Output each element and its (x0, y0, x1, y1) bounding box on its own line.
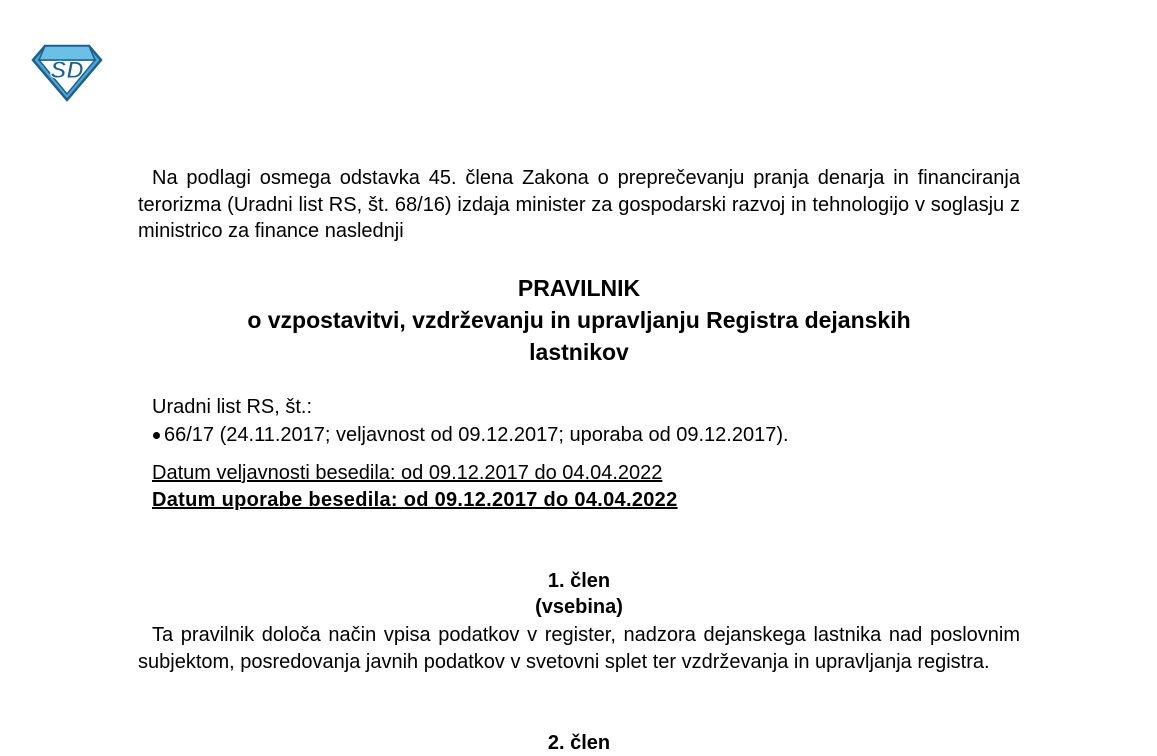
article-1-heading (138, 568, 1020, 620)
article-1-subject: (vsebina) (535, 596, 623, 618)
official-gazette (152, 393, 789, 449)
text-dates (152, 460, 678, 514)
validity-date: Datum veljavnosti besedila: od 09.12.2017 do 04.04.2022 (152, 462, 663, 484)
gazette-label: Uradni list RS, št.: (152, 396, 313, 418)
article-2-number: 2. člen (547, 732, 611, 754)
article-2-heading (138, 730, 1020, 756)
gazette-item: 66/17 (24.11.2017; veljavnost od 09.12.2017; uporaba od 09.12.2017). (152, 421, 789, 449)
logo-text: SD (50, 57, 84, 84)
intro-paragraph (138, 165, 1020, 245)
title-line-3: lastnikov (529, 339, 629, 365)
gazette-list (152, 421, 789, 449)
article-1-paragraph (138, 622, 1020, 676)
article-1-text: Ta pravilnik določa način vpisa podatkov v register, nadzora dejanskega lastnika nad poslovnim subjektom, posredovanja javnih podatkov v svetovni splet ter vzdrževanja in upravljanja registra. (138, 624, 1020, 673)
article-1-number: 1. člen (547, 570, 611, 592)
document-title (138, 272, 1020, 368)
title-line-2: o vzpostavitvi, vzdrževanju in upravljanju Registra dejanskih (247, 307, 911, 333)
application-date: Datum uporabe besedila: od 09.12.2017 do 04.04.2022 (152, 489, 678, 511)
logo-icon (31, 44, 103, 102)
title-line-1: PRAVILNIK (517, 275, 641, 301)
intro-text: Na podlagi osmega odstavka 45. člena Zakona o preprečevanju pranja denarja in financiranja terorizma (Uradni list RS, št. 68/16) izdaja minister za gospodarski razvoj in tehnologijo v soglasju z ministrico za finance naslednji (138, 167, 1020, 242)
